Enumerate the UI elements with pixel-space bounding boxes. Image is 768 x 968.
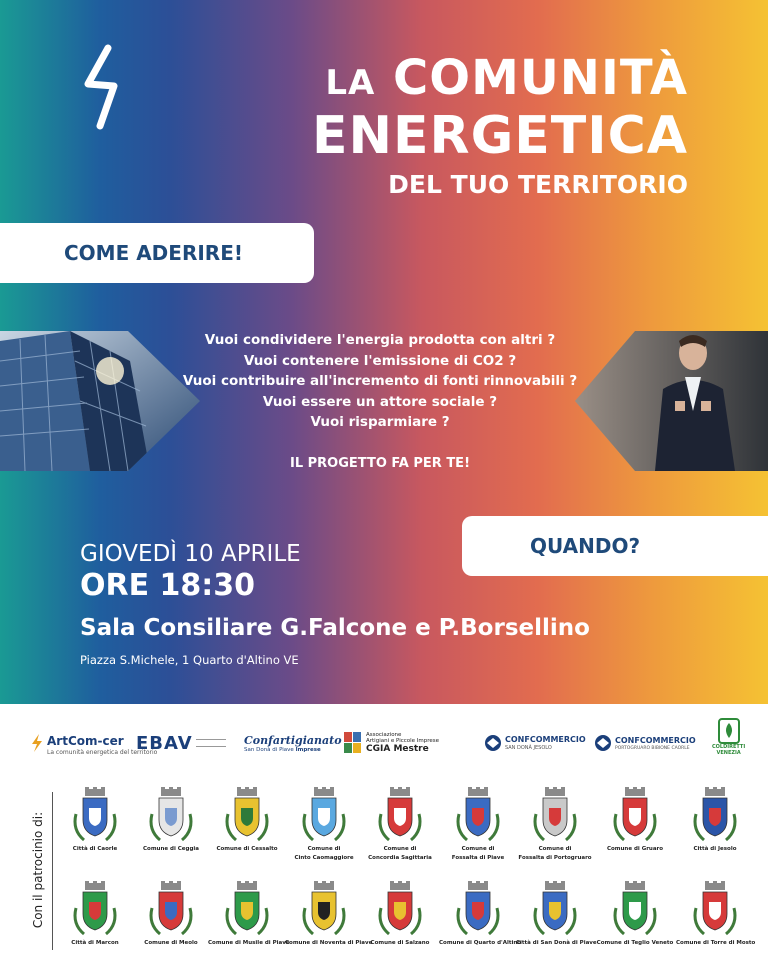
confcommercio-eagle-icon bbox=[484, 734, 502, 752]
patronage-divider bbox=[52, 792, 53, 950]
municipality-name: Città di Jesolo bbox=[693, 846, 737, 852]
municipality-crest bbox=[439, 880, 522, 947]
coat-of-arms-icon bbox=[453, 786, 503, 844]
coat-of-arms-icon bbox=[453, 880, 503, 938]
cgia-logo-icon bbox=[344, 732, 362, 754]
coat-of-arms-icon bbox=[610, 786, 660, 844]
municipality-name: Comune di Musile di Piave bbox=[208, 940, 290, 946]
coat-of-arms-icon bbox=[299, 880, 349, 938]
title-prefix: LA bbox=[325, 63, 376, 103]
coat-of-arms-icon bbox=[690, 880, 740, 938]
confartigianato-imprese: Imprese bbox=[295, 746, 321, 753]
municipality-name: Comune di bbox=[383, 846, 417, 852]
municipality-name: Comune di Gruaro bbox=[606, 846, 664, 852]
municipality-crest bbox=[285, 786, 363, 862]
ebav-name: EBAV bbox=[136, 732, 193, 754]
patronage-label bbox=[28, 790, 48, 950]
artcom-sub: La comunità energetica del territorio bbox=[47, 749, 158, 756]
sponsor-confcommercio-2 bbox=[594, 726, 696, 760]
municipality-crest bbox=[596, 786, 674, 853]
coat-of-arms-icon bbox=[299, 786, 349, 844]
coat-of-arms-icon bbox=[70, 786, 120, 844]
municipality-crest bbox=[596, 880, 674, 947]
municipality-name: Cinto Caomaggiore bbox=[294, 855, 354, 861]
event-address: Piazza S.Michele, 1 Quarto d'Altino VE bbox=[80, 653, 299, 667]
event-date: GIOVEDÌ 10 APRILE bbox=[80, 541, 301, 567]
title-line-1 bbox=[325, 52, 688, 109]
municipality-crest bbox=[676, 786, 754, 853]
municipality-crest bbox=[132, 880, 210, 947]
question-item: Vuoi risparmiare ? bbox=[310, 414, 450, 430]
questions-list bbox=[160, 330, 600, 433]
confartigianato-sub: San Donà di Piave bbox=[244, 746, 294, 753]
title-line-2: ENERGETICA bbox=[311, 106, 688, 166]
sponsor-ebav bbox=[136, 726, 226, 760]
lightning-logo-icon bbox=[78, 44, 134, 130]
confcommercio1-sub: SAN DONÀ JESOLO bbox=[505, 745, 552, 751]
municipality-name: Città di Caorle bbox=[72, 846, 118, 852]
coldiretti-sub: VENEZIA bbox=[716, 750, 741, 756]
municipality-name: Concordia Sagittaria bbox=[368, 855, 432, 861]
title-line-3: DEL TUO TERRITORIO bbox=[388, 170, 688, 199]
municipality-name: Comune di Ceggia bbox=[143, 846, 199, 852]
coat-of-arms-icon bbox=[375, 786, 425, 844]
coldiretti-name: COLDIRETTI bbox=[712, 744, 746, 750]
municipality-crest bbox=[439, 786, 517, 862]
coat-of-arms-icon bbox=[146, 786, 196, 844]
municipality-name: Comune di Meolo bbox=[144, 940, 198, 946]
coat-of-arms-icon bbox=[146, 880, 196, 938]
cgia-line1: Associazione bbox=[366, 732, 402, 738]
municipality-name: Città di Marcon bbox=[71, 940, 119, 946]
municipality-crest bbox=[516, 880, 597, 947]
municipality-crest bbox=[361, 786, 439, 862]
sponsor-coldiretti bbox=[712, 718, 745, 766]
coat-of-arms-icon bbox=[222, 786, 272, 844]
cgia-line3: CGIA Mestre bbox=[366, 744, 429, 754]
patronage-label-text: Con il patrocinio di: bbox=[31, 811, 45, 929]
municipality-name: Comune di Salzano bbox=[370, 940, 430, 946]
coat-of-arms-icon bbox=[610, 880, 660, 938]
coat-of-arms-icon bbox=[70, 880, 120, 938]
municipality-crest bbox=[208, 880, 290, 947]
come-aderire-label: COME ADERIRE! bbox=[64, 241, 243, 265]
confcommercio2-name: CONFCOMMERCIO bbox=[615, 735, 696, 745]
municipality-name: Comune di bbox=[461, 846, 495, 852]
confartigianato-name: Confartigianato bbox=[244, 733, 342, 747]
municipality-name: Comune di Quarto d'Altino bbox=[439, 940, 522, 946]
municipality-crest bbox=[516, 786, 594, 862]
confcommercio-eagle-icon bbox=[594, 734, 612, 752]
coat-of-arms-icon bbox=[222, 880, 272, 938]
municipality-name: Comune di Cessalto bbox=[216, 846, 278, 852]
coat-of-arms-icon bbox=[375, 880, 425, 938]
municipality-crest bbox=[285, 880, 373, 947]
title-word-comunita: COMUNITÀ bbox=[393, 50, 688, 106]
question-item: Vuoi contribuire all'incremento di fonti rinnovabili ? bbox=[182, 373, 578, 389]
municipality-name: Città di San Donà di Piave bbox=[516, 940, 597, 946]
sponsor-confcommercio-1 bbox=[484, 726, 586, 760]
coat-of-arms-icon bbox=[530, 880, 580, 938]
event-time: ORE 18:30 bbox=[80, 568, 256, 603]
municipality-name: Comune di Teglio Veneto bbox=[596, 940, 674, 946]
cta-text: IL PROGETTO FA PER TE! bbox=[290, 456, 470, 471]
coat-of-arms-icon bbox=[690, 786, 740, 844]
municipality-name: Fossalta di Portogruaro bbox=[518, 855, 592, 861]
question-item: Vuoi condividere l'energia prodotta con altri ? bbox=[204, 332, 556, 348]
municipality-crest bbox=[56, 880, 134, 947]
municipality-name: Fossalta di Piave bbox=[451, 855, 505, 861]
question-item: Vuoi contenere l'emissione di CO2 ? bbox=[243, 352, 517, 369]
artcom-bolt-icon bbox=[30, 733, 44, 753]
coldiretti-logo-icon bbox=[718, 718, 740, 744]
artcom-name: ArtCom-cer bbox=[47, 734, 124, 748]
confcommercio1-name: CONFCOMMERCIO bbox=[505, 735, 586, 744]
ebav-lines bbox=[196, 739, 226, 747]
municipality-crest bbox=[361, 880, 439, 947]
coat-of-arms-icon bbox=[530, 786, 580, 844]
confcommercio2-sub: PORTOGRUARO BIBIONE CAORLE bbox=[615, 745, 690, 751]
event-venue: Sala Consiliare G.Falcone e P.Borsellino bbox=[80, 615, 590, 641]
quando-label: QUANDO? bbox=[530, 534, 641, 558]
municipality-name: Comune di bbox=[538, 846, 572, 852]
businessman-photo bbox=[575, 331, 768, 471]
question-item: Vuoi essere un attore sociale ? bbox=[262, 393, 498, 410]
sponsor-confartigianato bbox=[244, 726, 342, 760]
municipality-name: Comune di Torre di Mosto bbox=[676, 940, 756, 946]
sponsor-cgia bbox=[344, 726, 439, 760]
sponsors-row bbox=[0, 712, 768, 772]
quando-button[interactable] bbox=[462, 516, 768, 576]
municipality-name: Comune di bbox=[307, 846, 341, 852]
come-aderire-button[interactable] bbox=[0, 223, 314, 283]
municipality-crest bbox=[676, 880, 754, 947]
municipality-crest bbox=[56, 786, 134, 853]
municipality-crest bbox=[208, 786, 286, 853]
municipality-name: Comune di Noventa di Piave bbox=[285, 940, 373, 946]
cgia-line2: Artigiani e Piccole Imprese bbox=[366, 738, 440, 744]
municipality-crest bbox=[132, 786, 210, 853]
